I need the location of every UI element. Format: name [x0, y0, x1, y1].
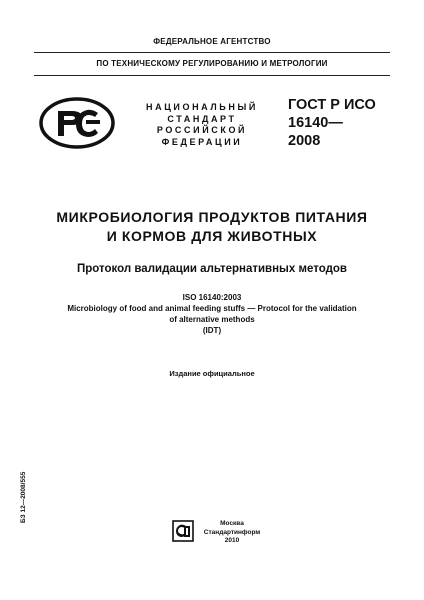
- title-line: МИКРОБИОЛОГИЯ ПРОДУКТОВ ПИТАНИЯ: [56, 209, 368, 225]
- gost-designation: [288, 96, 398, 150]
- national-standard-label: [140, 102, 264, 148]
- iso-number: ISO 16140:2003: [182, 293, 242, 302]
- publisher-info: [202, 520, 262, 546]
- edition-label: Издание официальное: [169, 369, 255, 378]
- agency-name-line1: ФЕДЕРАЛЬНОЕ АГЕНТСТВО: [153, 37, 271, 46]
- gost-line: 16140—: [288, 115, 343, 131]
- iso-degree: (IDT): [202, 326, 222, 335]
- national-label-line: СТАНДАРТ: [167, 113, 237, 124]
- iso-title-line: Microbiology of food and animal feeding stuffs — Protocol for the validation: [67, 304, 357, 313]
- publisher-city: Москва: [220, 520, 244, 527]
- national-label-line: ФЕДЕРАЦИИ: [161, 136, 243, 147]
- header-rule-bottom: [34, 75, 390, 76]
- title-line: И КОРМОВ ДЛЯ ЖИВОТНЫХ: [106, 228, 318, 244]
- iso-reference: [0, 292, 424, 336]
- gost-line: ГОСТ Р ИСО: [288, 97, 376, 113]
- document-title: [0, 208, 424, 246]
- standartinform-logo-icon: [172, 520, 194, 542]
- header-rule-top: [34, 52, 390, 53]
- gost-line: 2008: [288, 133, 321, 149]
- publisher-year: 2010: [224, 537, 240, 544]
- national-label-line: РОССИЙСКОЙ: [156, 125, 248, 135]
- agency-name-line2: ПО ТЕХНИЧЕСКОМУ РЕГУЛИРОВАНИЮ И МЕТРОЛОГИИ: [96, 59, 328, 68]
- publisher-name: Стандартинформ: [203, 528, 261, 536]
- iso-title-line: of alternative methods: [169, 315, 255, 324]
- national-label-line: НАЦИОНАЛЬНЫЙ: [146, 102, 258, 112]
- document-subtitle: Протокол валидации альтернативных методов: [77, 263, 347, 275]
- gost-r-logo-icon: [38, 97, 116, 149]
- side-registration-note: БЗ 12—2008/555: [20, 471, 27, 523]
